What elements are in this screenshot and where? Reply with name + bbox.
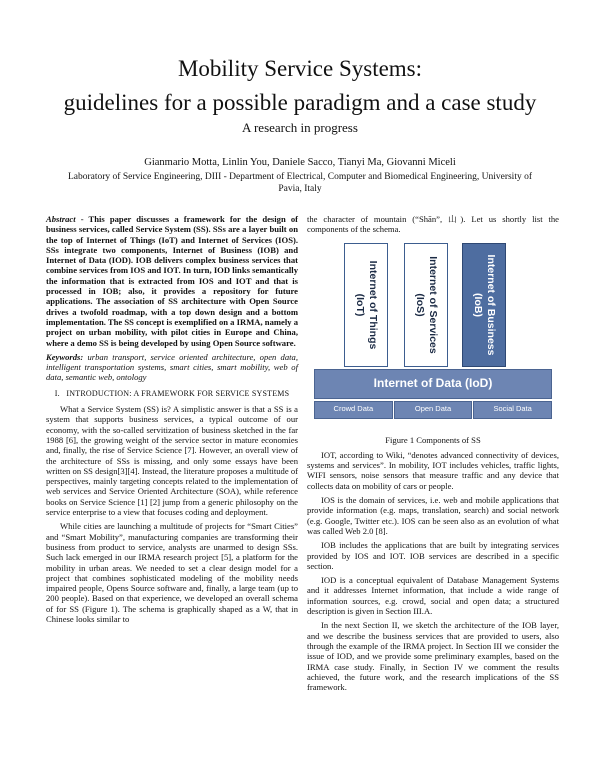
right-paragraph-iod: IOD is a conceptual equivalent of Database Management Systems and it addresses Internet information, that include a wide range of information sources, e.g. crowd, social and open data; a structured description is given in Section III.A. (307, 575, 559, 617)
right-paragraph-iob: IOB includes the applications that are built by integrating services provided by IOS and IOT. IOB services are described in a specific section. (307, 540, 559, 571)
keywords-text: urban transport, service oriented architecture, open data, intelligent transportation systems, smart cities, smart mobility, web of data, semantic web, ontology (46, 351, 298, 383)
affiliation: Laboratory of Service Engineering, DIII - Department of Electrical, Computer and Biomedical Engineering, University of Pavia, Italy (67, 172, 533, 194)
title-line-2: guidelines for a possible paradigm and a case study (63, 90, 537, 115)
right-column (307, 214, 559, 696)
keywords (46, 352, 298, 383)
figure-components-of-ss (333, 243, 532, 433)
section-title: INTRODUCTION: A FRAMEWORK FOR SERVICE SYSTEMS (66, 388, 290, 398)
section-heading (46, 389, 298, 399)
intro-paragraph-1: What a Service System (SS) is? A simplistic answer is that a SS is a system that supports business services, a typical outcome of our economy, with the so-called servitization of business sketched in the far 1988 [6], the growing weight of the service sector in mature economies and, finally, the rise of Service Science [7]. However, an overall view of the architecture of SSs is missing, and only some essays have been written on SS design[3][4]. Instead, the literature proposes a multitude of perspectives, mainly targeting concepts related to the implementation of web services and Service Oriented Architecture (SOA), while reference books on Service Science [1] [2] jump from a generic philosophy on the service enterprise to a view that focuses coding and deployment. (46, 404, 298, 518)
ios-label: Internet of Services (IoS) (414, 255, 439, 354)
figure-caption: Figure 1 Components of SS (385, 434, 481, 445)
abstract-label: Abstract (46, 214, 76, 224)
authors: Gianmario Motta, Linlin You, Daniele Sacco, Tianyi Ma, Giovanni Miceli (144, 157, 456, 168)
right-paragraph-outline: In the next Section II, we sketch the architecture of the IOB layer, and we describe the business services that are provided to users, also through the example of the IRMA project. In Section III we consider the issue of IOD, and we provide some preliminary examples, based on the IRMA case study. Finally, in Section IV we comment the results achieved, the future work, and the research implications of the SS framework. (307, 620, 559, 693)
crowd-data-box: Crowd Data (314, 401, 393, 419)
data-sources-row (314, 401, 552, 419)
iob-label: Internet of Business (IoB) (472, 254, 497, 356)
abstract-text: - This paper discusses a framework for the design of business services, called Service System (SS). SSs are a layer built on the top of Internet of Things (IoT) and Internet of Services (IOS). SSs integrate two components, Internet of Business (IOB) and Internet of Data (IOD). IOB delivers complex business services that combine services from IOS and IOT. In turn, IOD links semantically the information that is extracted from IOS and IOT and that is processed in IOB; also, it provides a repository for future applications. The association of SS architecture with Open Source drives a twofold roadmap, with a top down design and a bottom implementation. The SS concept is exemplified on a IRMA, namely a project on urban mobility, with pilot cities in Europe and China, where a demo SS is being developed by using Open Source software. (46, 214, 298, 348)
abstract (46, 214, 298, 348)
right-paragraph-ios: IOS is the domain of services, i.e. web and mobile applications that provide information (e.g. maps, translation, search) and social network (e.g. Google, Twitter etc.). IOS can be seen also as an evolution of what was called Web 2.0 [8]. (307, 495, 559, 536)
section-number: I. (54, 388, 60, 398)
intro-paragraph-2: While cities are launching a multitude of projects for “Smart Cities” and “Smart Mobility”, manufacturing companies are transforming their business from product to service, analysts are unarmed to design SSs. Such lack emerged in our IRMA research project [5], a platform for the mobility in urban areas. We needed to set a clear design model for a project that combines sophisticated modeling of the mobility needs impaired people, Opens Source software and, finally, a large team (up to 200 people). Based on that experience, we developed an overall schema of for SS (Figure 1). The schema is graphically shaped as a W, that in Chinese looks similar to (46, 521, 298, 624)
iob-pillar (462, 243, 506, 367)
subtitle: A research in progress (242, 120, 358, 135)
right-paragraph-iot: IOT, according to Wiki, “denotes advanced connectivity of devices, systems and services”. In mobility, IOT includes vehicles, traffic lights, WIFI sensors, noise sensors that measure traffic and any device that collects data on mobility of cars or people. (307, 449, 559, 491)
iot-label: Internet of Things (IoT) (354, 260, 379, 349)
social-data-box: Social Data (473, 401, 552, 419)
title-line-1: Mobility Service Systems: (177, 56, 423, 81)
iod-layer: Internet of Data (IoD) (314, 369, 552, 399)
iot-pillar (344, 243, 388, 367)
open-data-box: Open Data (394, 401, 473, 419)
right-paragraph-0: the character of mountain (“Shān”, 山). Let us shortly list the components of the schema. (307, 214, 559, 235)
keywords-label: Keywords: (46, 351, 84, 362)
ios-pillar (404, 243, 448, 367)
left-column (46, 214, 298, 628)
